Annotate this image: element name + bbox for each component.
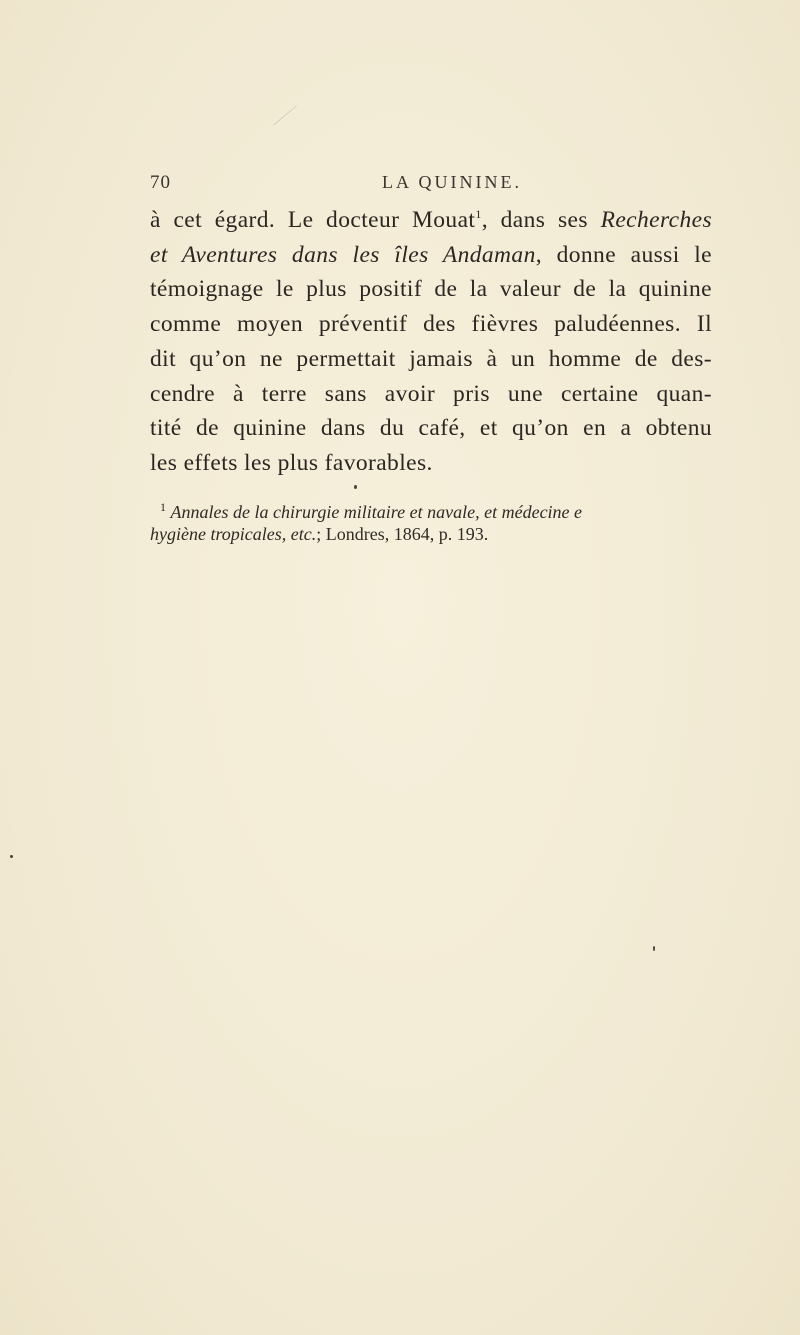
ink-speck xyxy=(354,485,357,489)
text-line: les effets les plus favorables. xyxy=(150,449,433,476)
page-number: 70 xyxy=(150,172,171,193)
text-line: témoignage le plus positif de la valeur de la quinine xyxy=(150,276,712,303)
text-line: dit qu’on ne permettait jamais à un homme de des- xyxy=(150,345,712,372)
footnote-line: hygiène tropicales, etc.; Londres, 1864, p. 193. xyxy=(150,524,489,544)
running-title: LA QUININE. xyxy=(382,172,522,192)
page-header xyxy=(150,172,710,198)
text-line: et Aventures dans les îles Andaman, donne aussi le xyxy=(150,241,713,268)
body-paragraph xyxy=(150,203,712,481)
text-line: comme moyen préventif des fièvres paludéennes. Il xyxy=(150,311,712,338)
book-title: Recherches xyxy=(600,207,712,233)
text-line: cendre à terre sans avoir pris une certaine quan- xyxy=(150,380,712,407)
book-title: et Aventures dans les îles Andaman xyxy=(150,241,536,268)
text-line: à cet égard. Le docteur Mouat$^1$, dans ses Recherches xyxy=(150,207,712,233)
ink-speck xyxy=(653,946,655,951)
footnote-ref: 1 xyxy=(475,207,482,222)
footnote xyxy=(150,501,710,545)
paper-crease xyxy=(273,105,297,125)
footnote-line: $^1$ Annales de la chirurgie militaire et navale, et médecine e xyxy=(160,500,583,522)
text-line: tité de quinine dans du café, et qu’on en a obtenu xyxy=(150,415,712,442)
ink-speck xyxy=(10,855,13,858)
footnote-marker: 1 xyxy=(160,500,166,514)
